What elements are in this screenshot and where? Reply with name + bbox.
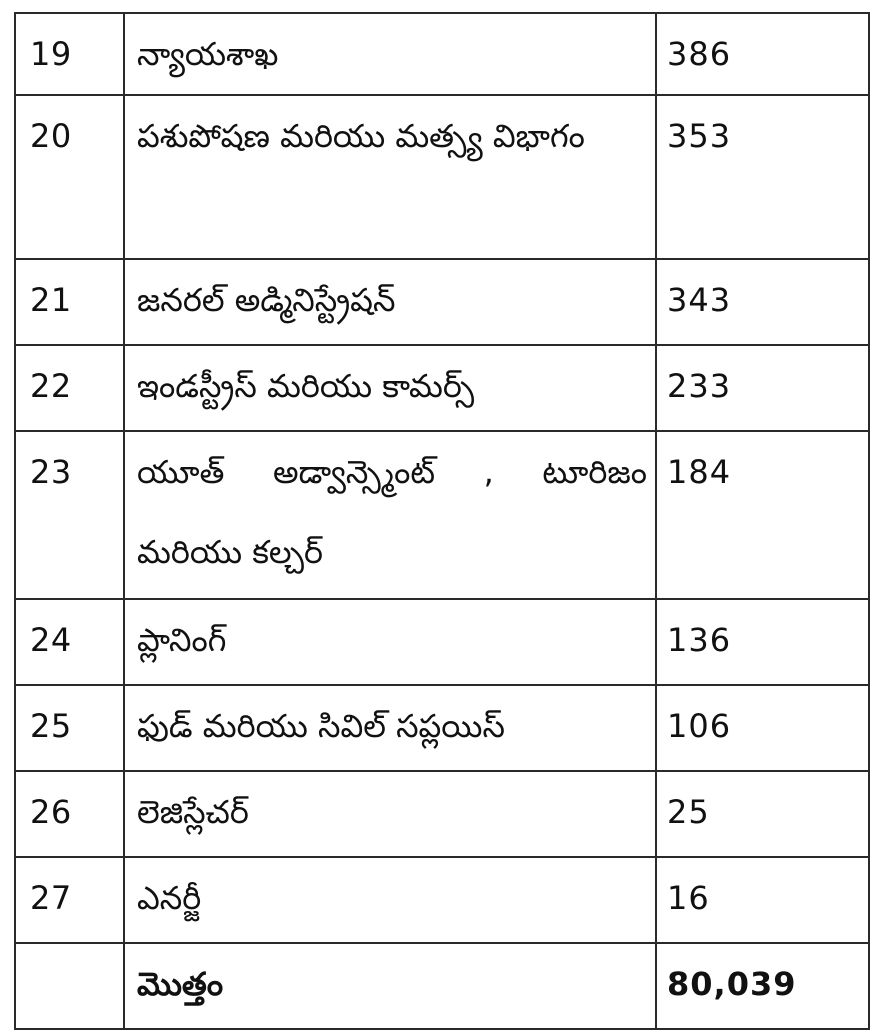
table-row <box>15 771 869 857</box>
row-number: 20 <box>15 95 124 259</box>
table-row <box>15 685 869 771</box>
total-number-cell <box>15 943 124 1029</box>
department-name: ఫుడ్ మరియు సివిల్ సప్లయిస్ <box>124 685 656 771</box>
row-number: 26 <box>15 771 124 857</box>
table-row <box>15 431 869 599</box>
department-name: ప్లానింగ్ <box>124 599 656 685</box>
table-row <box>15 599 869 685</box>
total-count: 80,039 <box>656 943 869 1029</box>
table-row <box>15 95 869 259</box>
table-row <box>15 345 869 431</box>
table-row <box>15 857 869 943</box>
department-name: లెజిస్లేచర్ <box>124 771 656 857</box>
department-count-table <box>14 12 870 1030</box>
row-count: 386 <box>656 13 869 95</box>
row-number: 21 <box>15 259 124 345</box>
row-count: 233 <box>656 345 869 431</box>
row-number: 27 <box>15 857 124 943</box>
department-name: జనరల్ అడ్మినిస్ట్రేషన్ <box>124 259 656 345</box>
table-row <box>15 13 869 95</box>
row-count: 16 <box>656 857 869 943</box>
row-count: 184 <box>656 431 869 599</box>
row-number: 24 <box>15 599 124 685</box>
row-number: 25 <box>15 685 124 771</box>
department-name: ఎనర్జీ <box>124 857 656 943</box>
department-name: ఇండస్ట్రీస్ మరియు కామర్స్ <box>124 345 656 431</box>
department-name: న్యాయశాఖ <box>124 13 656 95</box>
total-label: మొత్తం <box>124 943 656 1029</box>
row-count: 25 <box>656 771 869 857</box>
row-count: 136 <box>656 599 869 685</box>
row-count: 353 <box>656 95 869 259</box>
table-row <box>15 259 869 345</box>
row-number: 23 <box>15 431 124 599</box>
row-number: 22 <box>15 345 124 431</box>
total-row <box>15 943 869 1029</box>
department-name: యూత్ అడ్వాన్స్మెంట్ , టూరిజం మరియు కల్చర్ <box>124 431 656 599</box>
department-name: పశుపోషణ మరియు మత్స్య విభాగం <box>124 95 656 259</box>
row-count: 343 <box>656 259 869 345</box>
row-count: 106 <box>656 685 869 771</box>
row-number: 19 <box>15 13 124 95</box>
